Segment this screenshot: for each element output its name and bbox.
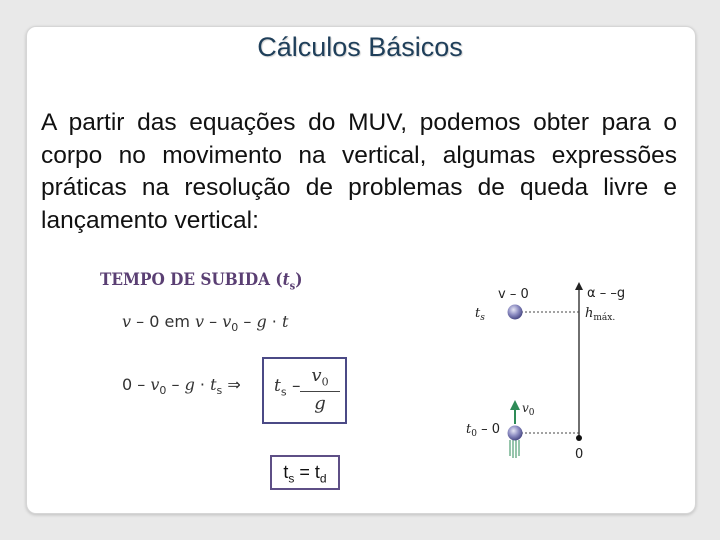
intro-paragraph: A partir das equações do MUV, podemos obter para o corpo no movimento na vertical, algumas expressões práticas na resolução de problemas de queda livre e lançamento vertical: — [41, 109, 677, 234]
formula-t: t — [274, 376, 281, 396]
slide-title: Cálculos Básicos — [257, 32, 463, 62]
formula-eq: – — [286, 376, 301, 396]
gravity-label: α – –g — [587, 286, 626, 301]
origin-dot — [576, 435, 582, 441]
eq2-zero: 0 – — [122, 375, 151, 394]
eq1-dot: · — [266, 312, 282, 331]
equation-1 — [122, 312, 288, 334]
formula-fraction — [300, 365, 340, 414]
eq2-t: t — [210, 375, 217, 394]
eq1-minus: – — [238, 312, 257, 331]
hmax-label: $h_{máx.}$ — [585, 306, 616, 323]
fraction-numerator — [300, 365, 340, 392]
eq1-eq: – — [204, 312, 223, 331]
eq1-t: t — [281, 312, 289, 331]
t0-label: $t_0 - 0$ — [466, 422, 501, 439]
eq1-v0: v — [222, 312, 232, 331]
heading-close: ) — [295, 270, 303, 290]
eq2-t-sub: s — [216, 384, 223, 398]
equation-2 — [122, 375, 241, 397]
motion-diagram — [455, 272, 655, 472]
zero-label: 0 — [575, 447, 584, 462]
formula-t-sub: s — [280, 385, 287, 399]
eq1-g: g — [256, 312, 267, 331]
result-td-sub: d — [319, 471, 327, 486]
eq1-v: v — [122, 312, 132, 331]
launch-stripes — [510, 440, 519, 458]
ball-bottom-icon — [508, 426, 523, 441]
axis-arrow-icon — [575, 282, 583, 290]
v0-label: $v_0$ — [522, 401, 535, 418]
ts-label: $t_s$ — [475, 306, 485, 323]
eq2-v: v — [150, 375, 160, 394]
eq1-v2: v — [195, 312, 205, 331]
result-box — [270, 455, 340, 490]
eq2-implies: ⇒ — [222, 375, 241, 394]
heading-sub: s — [289, 279, 296, 293]
eq2-g: g — [184, 375, 195, 394]
ball-top-icon — [508, 305, 523, 320]
num-sub: 0 — [321, 375, 329, 389]
result-ts-sub: s — [288, 471, 295, 486]
heading-var: t — [282, 270, 290, 290]
eq2-v-sub: 0 — [159, 384, 167, 398]
heading-text: TEMPO DE SUBIDA ( — [100, 270, 283, 290]
num-v: v — [311, 365, 322, 386]
fraction-denominator: g — [314, 392, 326, 414]
top-velocity-label: v – 0 — [498, 287, 529, 302]
formula-lhs — [274, 376, 300, 398]
eq2-dot: · — [194, 375, 211, 394]
result-eq: = t — [294, 462, 320, 482]
figure-heading — [100, 270, 302, 292]
eq2-minus: – — [166, 375, 185, 394]
velocity-arrowhead-icon — [510, 400, 520, 410]
eq1-text: – 0 em — [131, 312, 195, 331]
result-ts: t — [283, 462, 289, 482]
eq1-v0-sub: 0 — [231, 321, 239, 335]
